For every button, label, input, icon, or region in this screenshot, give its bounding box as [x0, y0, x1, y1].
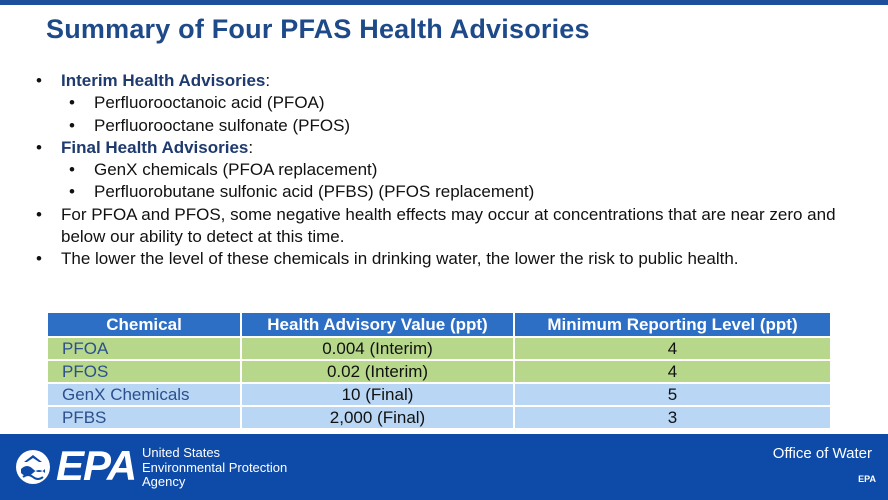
bullet-interim	[36, 70, 856, 92]
agency-line: Environmental Protection	[142, 459, 288, 475]
table-row	[47, 406, 831, 429]
agency-line: Agency	[142, 474, 186, 489]
cell-advisory: 2,000 (Final)	[241, 406, 514, 429]
epa-seal-icon	[15, 449, 51, 485]
agency-name	[142, 446, 287, 490]
cell-mrl: 3	[514, 406, 831, 429]
cell-advisory: 10 (Final)	[241, 383, 514, 406]
cell-chemical: PFOA	[47, 337, 241, 360]
cell-mrl: 4	[514, 360, 831, 383]
cell-advisory: 0.004 (Interim)	[241, 337, 514, 360]
cell-chemical: GenX Chemicals	[47, 383, 241, 406]
epa-logo-text: EPA	[56, 442, 137, 489]
cell-chemical: PFOS	[47, 360, 241, 383]
bullet-genx: • GenX chemicals (PFOA replacement)	[36, 159, 856, 181]
slide-title: Summary of Four PFAS Health Advisories	[46, 14, 590, 44]
bullet-list	[36, 70, 856, 271]
table-header-row	[47, 312, 831, 337]
cell-advisory: 0.02 (Interim)	[241, 360, 514, 383]
bullet-risk-note: • The lower the level of these chemicals in drinking water, the lower the risk to public health.	[36, 248, 856, 270]
cell-chemical: PFBS	[47, 406, 241, 429]
top-accent-line	[0, 0, 888, 5]
table-row	[47, 383, 831, 406]
office-name: Office of Water	[772, 445, 872, 462]
footer-bar	[0, 434, 888, 500]
header-chemical: Chemical	[47, 312, 241, 337]
bullet-pfbs: • Perfluorobutane sulfonic acid (PFBS) (PFOS replacement)	[36, 181, 856, 203]
final-label: Final Health Advisories	[61, 137, 249, 157]
advisory-table	[46, 311, 832, 430]
interim-label: Interim Health Advisories	[61, 71, 266, 90]
bullet-pfos: • Perfluorooctane sulfonate (PFOS)	[36, 115, 856, 137]
table-row	[47, 360, 831, 383]
header-advisory-value: Health Advisory Value (ppt)	[241, 312, 514, 337]
header-min-reporting-level: Minimum Reporting Level (ppt)	[514, 312, 831, 337]
cell-mrl: 4	[514, 337, 831, 360]
agency-line: United States	[142, 445, 221, 460]
bullet-final	[36, 137, 856, 159]
colon: :	[265, 71, 271, 90]
colon: :	[248, 137, 254, 157]
bullet-detection-note: • For PFOA and PFOS, some negative health effects may occur at concentrations that are near zero and below our ability to detect at this time.	[36, 204, 856, 249]
mini-epa-logo: EPA	[858, 474, 876, 484]
bullet-pfoa: • Perfluorooctanoic acid (PFOA)	[36, 92, 856, 114]
table-row	[47, 337, 831, 360]
cell-mrl: 5	[514, 383, 831, 406]
